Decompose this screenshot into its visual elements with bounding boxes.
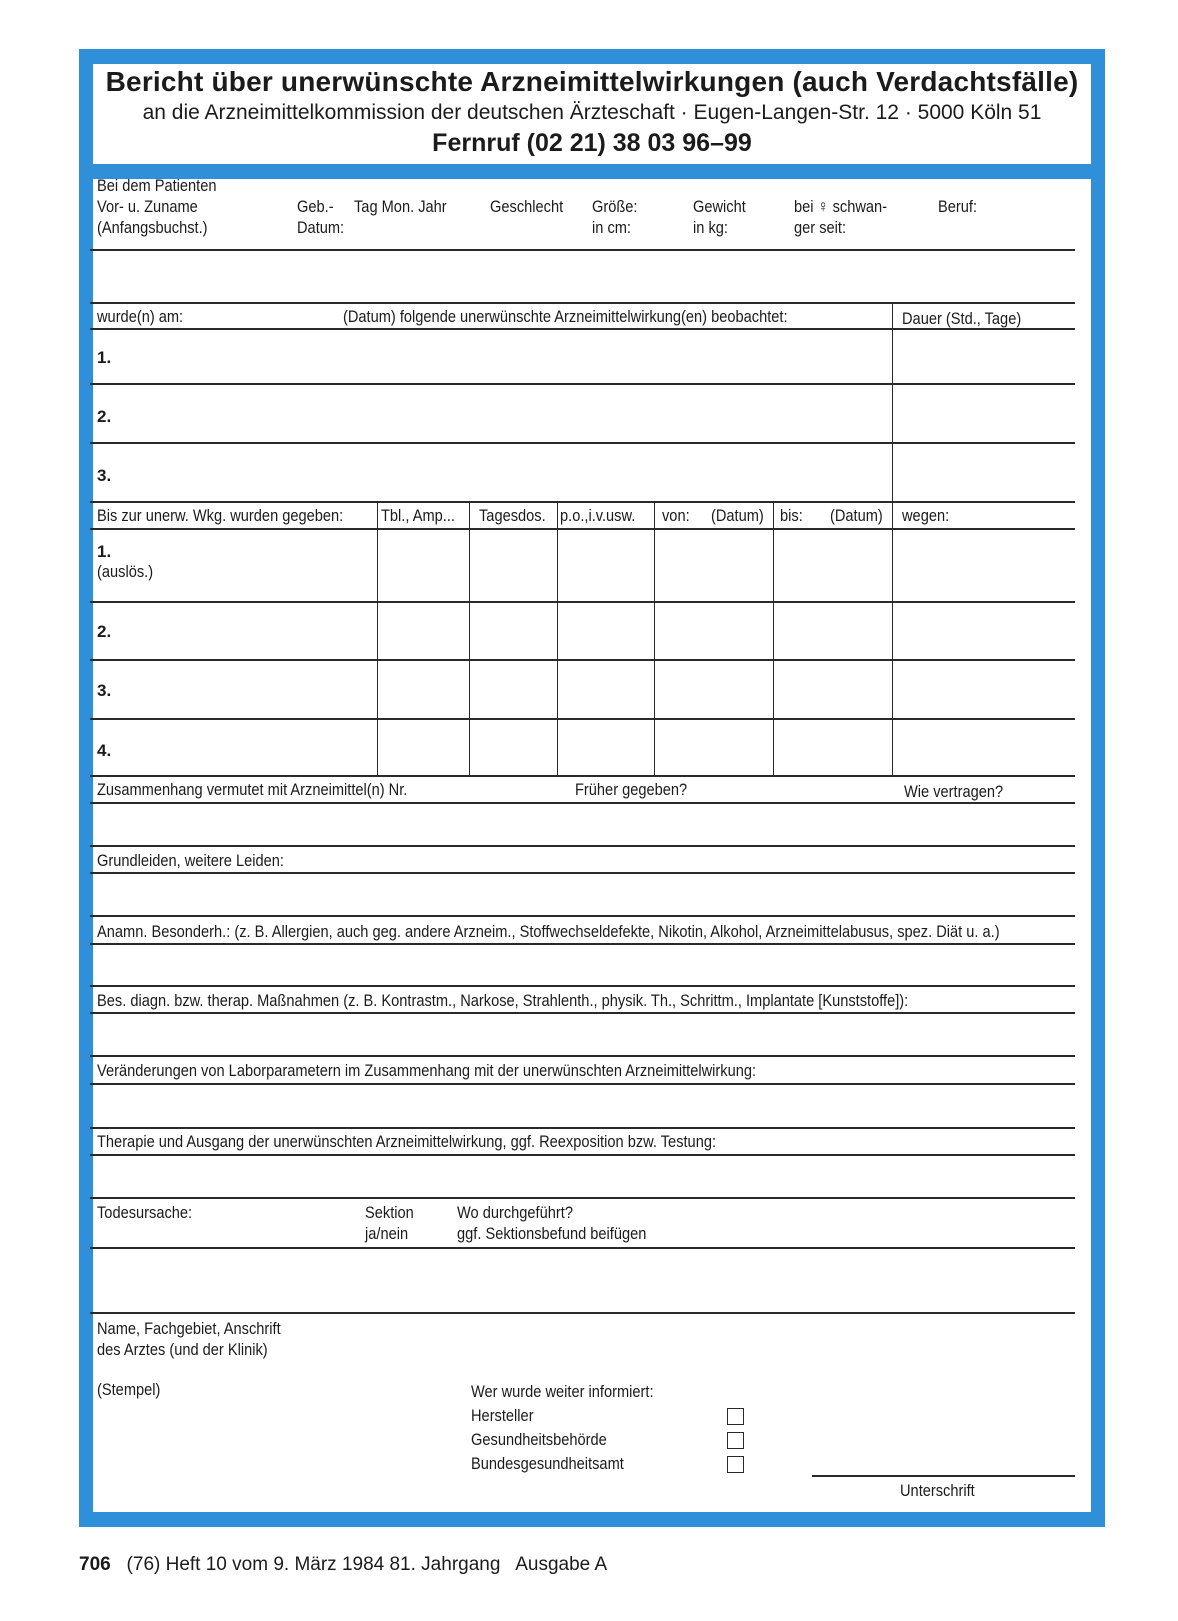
rule <box>90 528 1075 530</box>
rule <box>892 501 893 777</box>
groesse-label-1: Größe: <box>592 197 638 216</box>
wegen-label: wegen: <box>902 506 950 525</box>
rule <box>773 501 774 777</box>
todesursache-label: Todesursache: <box>97 1203 193 1222</box>
tbl-amp-label: Tbl., Amp... <box>381 506 455 525</box>
rule <box>90 1055 1075 1057</box>
dauer-label: Dauer (Std., Tage) <box>902 309 1022 328</box>
arzt-label-2: des Arztes (und der Klinik) <box>97 1340 268 1359</box>
von-datum-label: (Datum) <box>711 506 764 525</box>
groesse-label-2: in cm: <box>592 218 631 237</box>
tag-mon-jahr-label: Tag Mon. Jahr <box>354 197 447 216</box>
patient-label-3: (Anfangsbuchst.) <box>97 218 208 237</box>
drug-row-1-note: (auslös.) <box>97 562 154 581</box>
arzt-label-1: Name, Fachgebiet, Anschrift <box>97 1319 281 1338</box>
effect-row-3: 3. <box>97 466 112 485</box>
rule <box>892 302 893 502</box>
rule <box>90 775 1075 777</box>
labor-label: Veränderungen von Laborparametern im Zusammenhang mit der unerwünschten Arzneimittelwirkung: <box>97 1061 757 1080</box>
rule <box>90 1083 1075 1085</box>
wurde-am-label: wurde(n) am: <box>97 307 184 326</box>
rule <box>90 718 1075 720</box>
gegeben-label: Bis zur unerw. Wkg. wurden gegeben: <box>97 506 344 525</box>
rule <box>90 915 1075 917</box>
geb-label-1: Geb.- <box>297 197 334 216</box>
page-number: 706 <box>79 1554 111 1575</box>
drug-row-2: 2. <box>97 622 112 641</box>
checkbox-gesundheitsbehoerde[interactable] <box>727 1432 744 1449</box>
option-hersteller: Hersteller <box>471 1406 534 1425</box>
effect-row-1: 1. <box>97 348 112 367</box>
informiert-label: Wer wurde weiter informiert: <box>471 1382 654 1401</box>
rule <box>90 802 1075 804</box>
anamnese-label: Anamn. Besonderh.: (z. B. Allergien, auch geg. andere Arzneim., Stoffwechseldefekte, Nikotin, Alkohol, Arzneimittelabusus, spez. Diät u. a.) <box>97 922 1000 941</box>
tagesdos-label: Tagesdos. <box>479 506 546 525</box>
rule <box>90 659 1075 661</box>
checkbox-hersteller[interactable] <box>727 1408 744 1425</box>
rule <box>90 985 1075 987</box>
rule <box>90 601 1075 603</box>
rule <box>90 442 1075 444</box>
form-header <box>93 64 1091 164</box>
geb-label-2: Datum: <box>297 218 345 237</box>
sektion-label-1: Sektion <box>365 1203 414 1222</box>
wo-durchgefuehrt-label: Wo durchgeführt? <box>457 1203 573 1222</box>
issue-info: (76) Heft 10 vom 9. März 1984 81. Jahrgang Ausgabe A <box>126 1554 608 1575</box>
schwanger-label-2: ger seit: <box>794 218 847 237</box>
drug-row-1: 1. <box>97 542 112 561</box>
schwanger-label-1: bei ♀ schwan- <box>794 197 888 216</box>
rule <box>377 501 378 777</box>
bis-datum-label: (Datum) <box>830 506 883 525</box>
sektion-label-2: ja/nein <box>365 1224 409 1243</box>
drug-row-4: 4. <box>97 741 112 760</box>
rule <box>90 845 1075 847</box>
rule <box>90 1197 1075 1199</box>
form-address: an die Arzneimittelkommission der deutschen Ärzteschaft · Eugen-Langen-Str. 12 · 5000 Köln 51 <box>142 101 1042 124</box>
rule <box>90 1247 1075 1249</box>
beobachtet-label: (Datum) folgende unerwünschte Arzneimittelwirkung(en) beobachtet: <box>343 307 788 326</box>
form-phone: Fernruf (02 21) 38 03 96–99 <box>432 129 752 157</box>
page-footer <box>79 1554 607 1576</box>
form-title: Bericht über unerwünschte Arzneimittelwirkungen (auch Verdachtsfälle) <box>105 66 1079 97</box>
signature-line <box>812 1475 1075 1477</box>
rule <box>654 501 655 777</box>
po-iv-label: p.o.,i.v.usw. <box>560 506 636 525</box>
beruf-label: Beruf: <box>938 197 978 216</box>
sektionsbefund-label: ggf. Sektionsbefund beifügen <box>457 1224 647 1243</box>
rule <box>90 1154 1075 1156</box>
rule <box>90 943 1075 945</box>
therapie-label: Therapie und Ausgang der unerwünschten Arzneimittelwirkung, ggf. Reexposition bzw. Testung: <box>97 1132 717 1151</box>
rule <box>90 501 1075 503</box>
frueher-gegeben-label: Früher gegeben? <box>575 780 688 799</box>
diagnose-label: Bes. diagn. bzw. therap. Maßnahmen (z. B. Kontrastm., Narkose, Strahlenth., physik. Th., Schrittm., Implantate [Kunststoffe]): <box>97 991 909 1010</box>
zusammenhang-label: Zusammenhang vermutet mit Arzneimittel(n) Nr. <box>97 780 408 799</box>
rule <box>90 872 1075 874</box>
rule <box>469 501 470 777</box>
option-gesundheitsbehoerde: Gesundheitsbehörde <box>471 1430 607 1449</box>
grundleiden-label: Grundleiden, weitere Leiden: <box>97 851 284 870</box>
rule <box>557 501 558 777</box>
gewicht-label-2: in kg: <box>693 218 728 237</box>
wie-vertragen-label: Wie vertragen? <box>904 782 1004 801</box>
patient-label-2: Vor- u. Zuname <box>97 197 198 216</box>
bis-label: bis: <box>780 506 803 525</box>
geschlecht-label: Geschlecht <box>490 197 564 216</box>
rule <box>90 328 1075 330</box>
checkbox-bundesgesundheitsamt[interactable] <box>727 1456 744 1473</box>
option-bundesgesundheitsamt: Bundesgesundheitsamt <box>471 1454 624 1473</box>
rule <box>90 1312 1075 1314</box>
rule <box>90 1127 1075 1129</box>
von-label: von: <box>662 506 690 525</box>
drug-row-3: 3. <box>97 681 112 700</box>
unterschrift-label: Unterschrift <box>900 1481 975 1500</box>
rule <box>90 383 1075 385</box>
effect-row-2: 2. <box>97 407 112 426</box>
patient-label-1: Bei dem Patienten <box>97 176 217 195</box>
rule <box>90 1012 1075 1014</box>
stempel-label: (Stempel) <box>97 1380 161 1399</box>
rule <box>90 249 1075 251</box>
rule <box>90 302 1075 304</box>
gewicht-label-1: Gewicht <box>693 197 746 216</box>
